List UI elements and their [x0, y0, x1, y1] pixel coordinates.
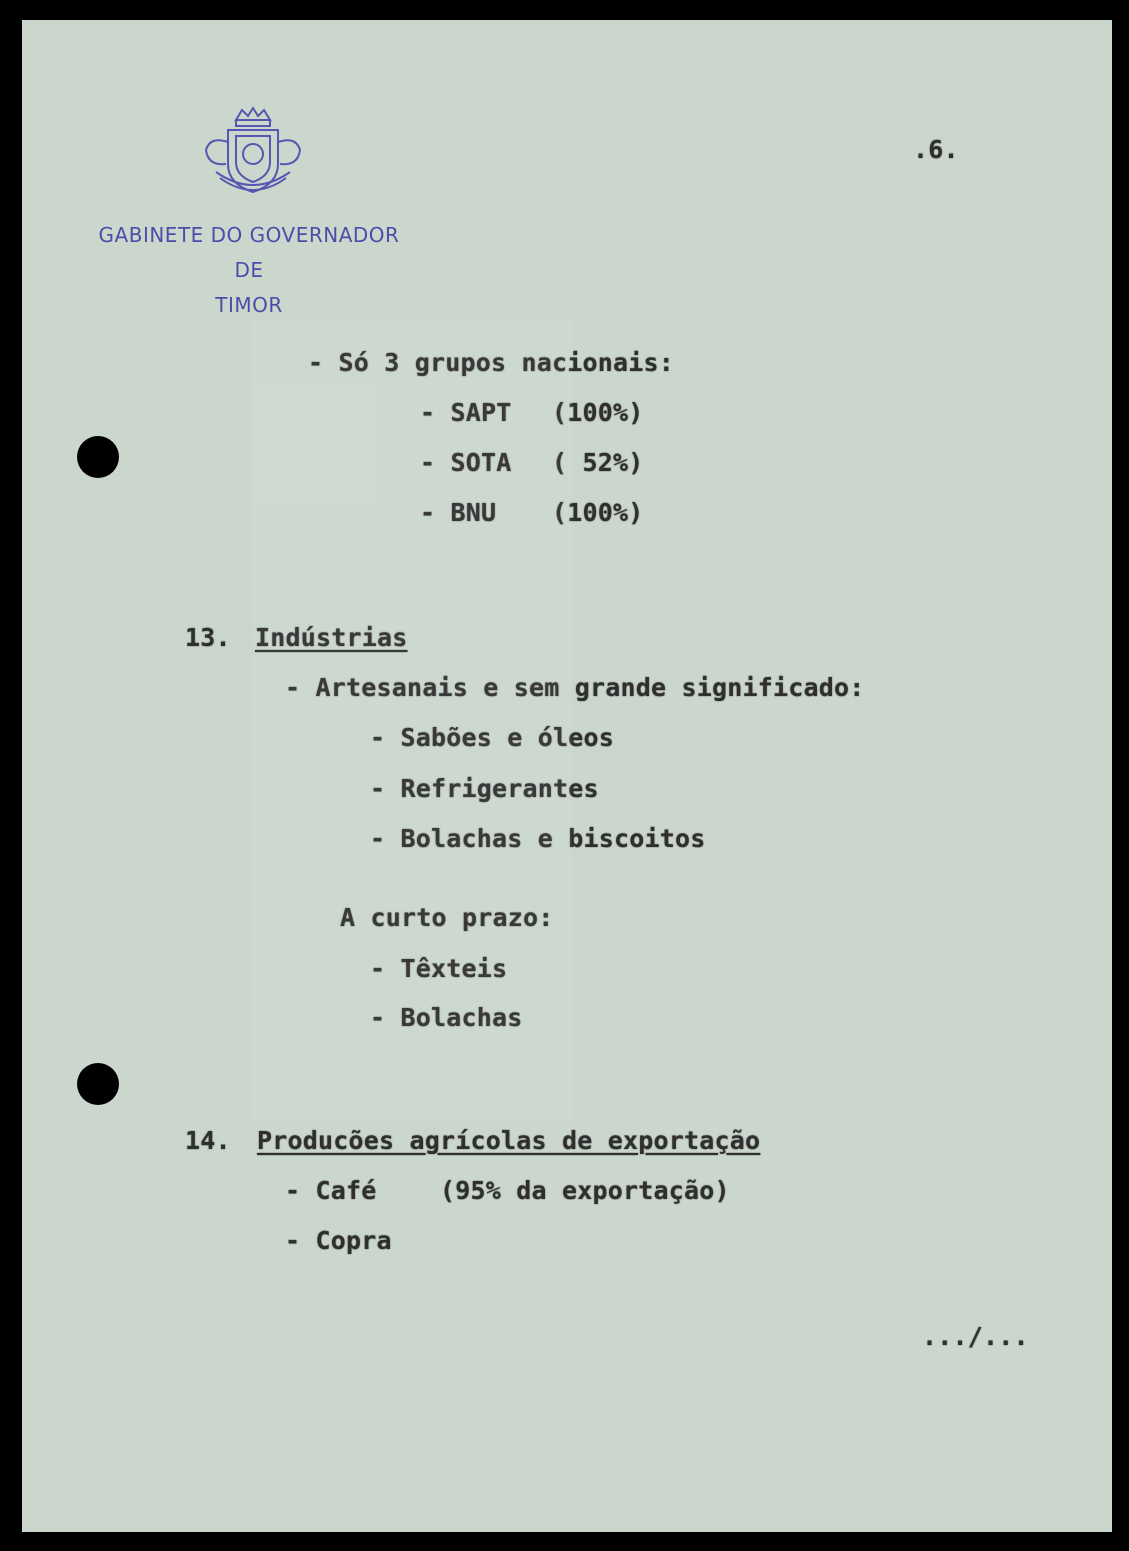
industry-item: - Bolachas e biscoitos: [370, 824, 706, 853]
group-item-name: - SOTA: [420, 448, 512, 477]
industry-item: - Sabões e óleos: [370, 723, 615, 752]
group-item-pct: (100%): [552, 498, 644, 527]
industry-item: - Refrigerantes: [370, 774, 599, 803]
section-14-title: Producões agrícolas de exportação: [257, 1126, 761, 1155]
export-item-name: - Copra: [285, 1226, 392, 1255]
letterhead-line-2: DE: [234, 258, 264, 282]
short-term-item: - Têxteis: [370, 954, 508, 983]
short-term-heading: A curto prazo:: [340, 903, 554, 932]
page-number: .6.: [913, 135, 959, 164]
export-item-name: - Café: [285, 1176, 377, 1205]
section-13-title: Indústrias: [255, 623, 408, 652]
continuation-mark: .../...: [922, 1322, 1029, 1351]
group-item-pct: ( 52%): [552, 448, 644, 477]
section-13-number: 13.: [185, 623, 231, 652]
export-item-note: (95% da exportação): [440, 1176, 730, 1205]
group-item-name: - BNU: [420, 498, 497, 527]
group-item-name: - SAPT: [420, 398, 512, 427]
punch-hole-top: [77, 436, 119, 478]
group-item-pct: (100%): [552, 398, 644, 427]
punch-hole-bottom: [77, 1063, 119, 1105]
section-13-subheading: - Artesanais e sem grande significado:: [285, 673, 865, 702]
letterhead-line-3: TIMOR: [215, 293, 283, 317]
section-14-number: 14.: [185, 1126, 231, 1155]
letterhead-line-1: GABINETE DO GOVERNADOR: [98, 223, 400, 247]
letterhead: [74, 218, 424, 323]
document-page: [22, 20, 1112, 1532]
groups-heading: - Só 3 grupos nacionais:: [308, 348, 675, 377]
short-term-item: - Bolachas: [370, 1003, 523, 1032]
coat-of-arms-seal: [198, 102, 308, 202]
